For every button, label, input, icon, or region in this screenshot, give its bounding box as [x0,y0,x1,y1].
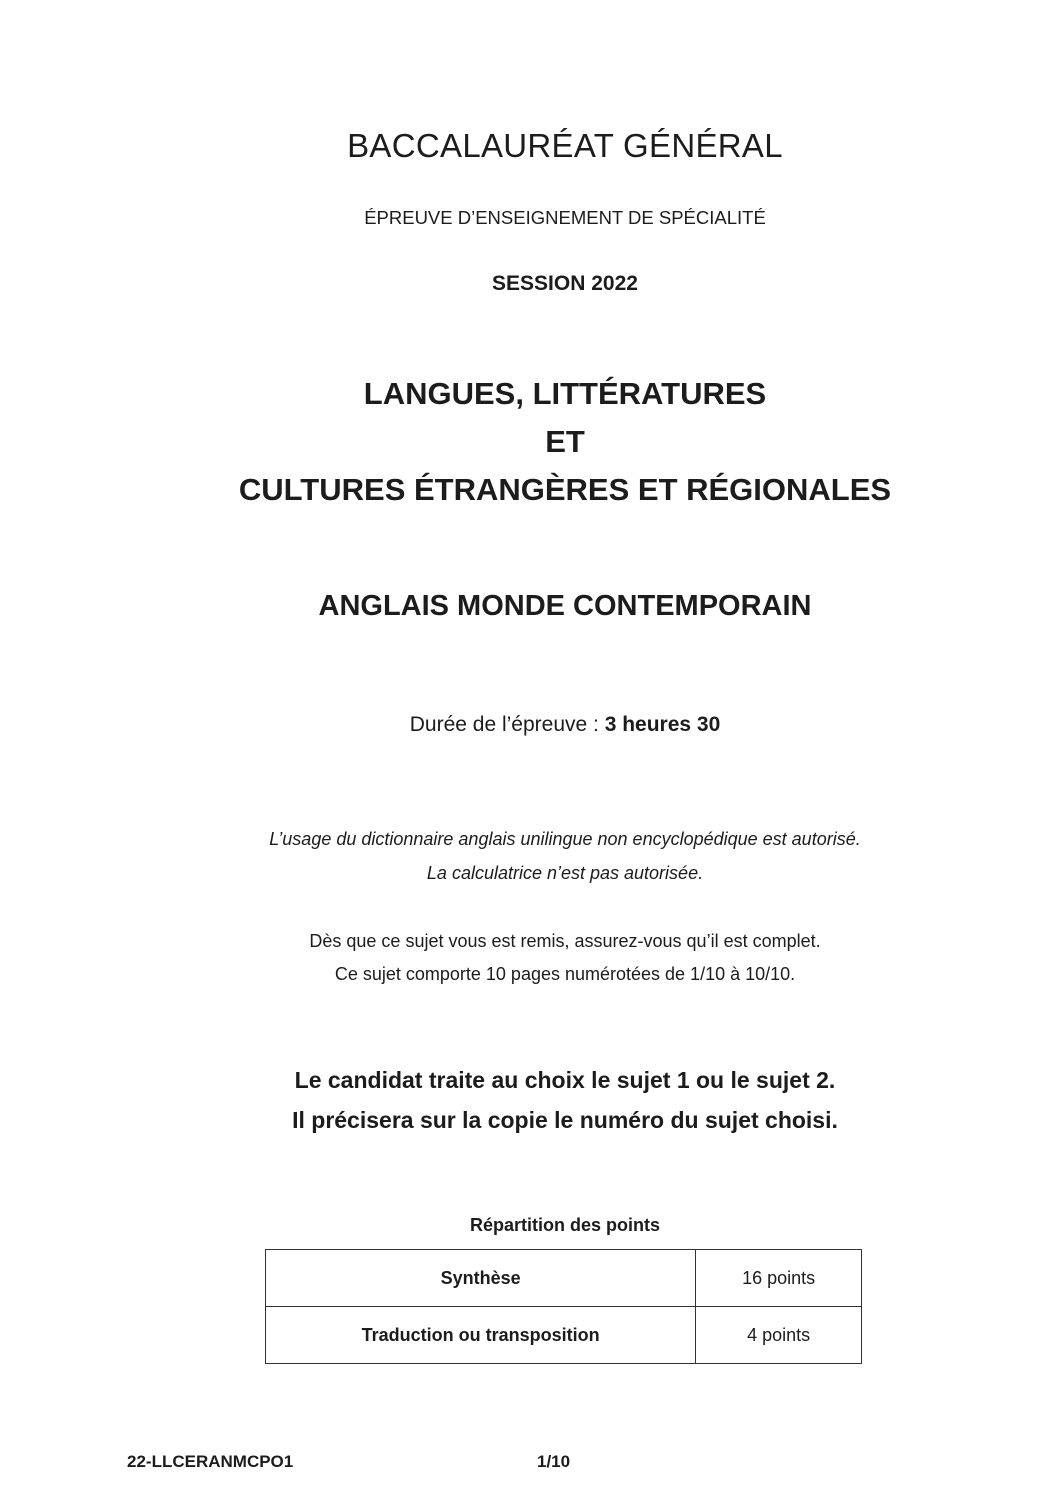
dictionary-rule: L’usage du dictionnaire anglais unilingue non encyclopédique est autorisé. [269,829,861,849]
exam-subtitle: ÉPREUVE D’ENSEIGNEMENT DE SPÉCIALITÉ [364,207,766,228]
choice-instructions [0,1060,1060,1140]
points-row-label: Synthèse [266,1250,696,1307]
duration-value: 3 heures 30 [604,713,721,736]
calculator-rule: La calculatrice n’est pas autorisée. [426,863,704,883]
info-line-1: Dès que ce sujet vous est remis, assurez-vous qu’il est complet. [309,931,821,951]
footer-page-number: 1/10 [537,1452,571,1471]
points-row-value: 16 points [696,1250,862,1307]
choice-line-2: Il précisera sur la copie le numéro du sujet choisi. [292,1107,838,1133]
points-row-label: Traduction ou transposition [266,1307,696,1364]
info-block [0,925,1060,991]
rules-block [0,822,1060,890]
subject-line-3: CULTURES ÉTRANGÈRES ET RÉGIONALES [238,472,892,507]
choice-line-1: Le candidat traite au choix le sujet 1 ou le sujet 2. [294,1067,836,1093]
duration-label: Durée de l’épreuve : [409,713,605,736]
session-label: SESSION 2022 [492,272,638,295]
points-table [265,1249,862,1364]
track-heading: ANGLAIS MONDE CONTEMPORAIN [318,590,812,622]
points-row-value: 4 points [696,1307,862,1364]
subject-line-1: LANGUES, LITTÉRATURES [363,376,767,411]
points-table-title: Répartition des points [469,1215,660,1235]
info-line-2: Ce sujet comporte 10 pages numérotées de 1/10 à 10/10. [334,964,796,984]
subject-heading [0,370,1060,514]
subject-line-2: ET [545,424,585,459]
footer-exam-code: 22-LLCERANMCPO1 [127,1452,294,1471]
exam-title: BACCALAURÉAT GÉNÉRAL [347,127,783,164]
duration-line [0,713,1060,737]
table-row [266,1307,862,1364]
table-row [266,1250,862,1307]
